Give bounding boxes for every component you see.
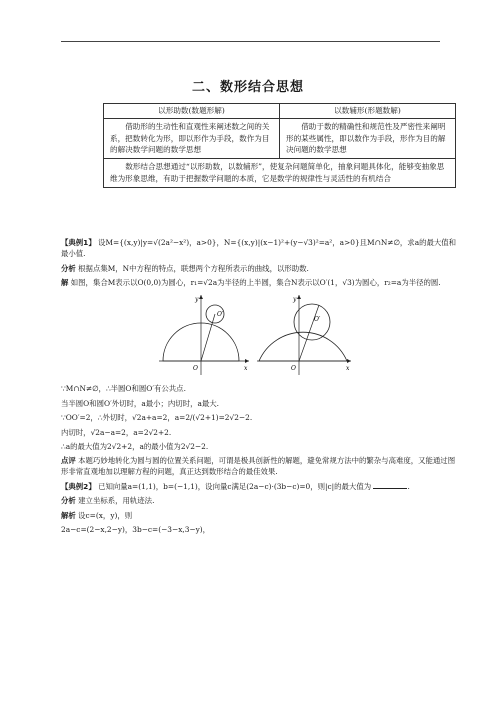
section-title: 二、数形结合思想 <box>191 80 304 95</box>
comparison-table <box>103 103 456 188</box>
example-1-text: 设M={(x,y)|y=√(2a²−x²)，a>0}，N={(x,y)|(x−1)²+(y−√3)²=a²，a>0}且M∩N≠∅，求a的最大值和最小值. <box>61 238 457 259</box>
document-body <box>61 237 457 539</box>
figure-external-tangent <box>157 291 253 377</box>
solution-text: 如图，集合M表示以O(0,0)为圆心，r₁=√2a为半径的上半圆，集合N表示以O′(1，√3)为圆心，r₂=a为半径的圆. <box>70 277 441 287</box>
circle-figures <box>61 291 457 377</box>
answer-blank <box>373 481 407 489</box>
example-2-tag: 【典例2】 <box>61 481 96 491</box>
x-axis-label: x <box>244 365 248 373</box>
solution-label: 解析 <box>61 510 76 520</box>
table-cell-left: 借助形的生动性和直观性来阐述数之间的关系，把数转化为形，即以形作为手段，数作为目的解决数学问题的数学思想 <box>104 118 280 158</box>
table-header-left: 以形助数(数题形解) <box>104 104 280 119</box>
analysis-text: 根据点集M，N中方程的特点，联想两个方程所表示的曲线，以形助数. <box>78 263 309 273</box>
table-summary: 数形结合思想通过“以形助数，以数辅形”，使复杂问题简单化，抽象问题具体化，能够变抽象思维为形象思维，有助于把握数学问题的本质，它是数学的规律性与灵活性的有机结合 <box>104 159 456 188</box>
table-cell-right: 借助于数的精确性和规范性及严密性来阐明形的某些属性，即以数作为手段，形作为目的解决问题的数学思想 <box>280 118 456 158</box>
o-prime-label: O′ <box>217 311 224 319</box>
solution-label: 解 <box>61 277 69 287</box>
x-axis-label: x <box>346 365 350 373</box>
example-1-tag: 【典例1】 <box>61 238 96 247</box>
solution-line-4: 内切时，√2a−a=2，a=2√2+2. <box>61 427 172 437</box>
solution-line-1: ∵M∩N≠∅，∴半圆O和圆O′有公共点. <box>61 384 186 394</box>
example-2-statement: 【典例2】 已知向量a=(1,1)，b=(−1,1)，设向量c满足(2a−c)·(3b−c)=0，则|c|的最大值为 . <box>61 481 410 491</box>
analysis-label: 分析 <box>61 263 76 273</box>
example-2-solution <box>61 510 457 521</box>
table-header-right: 以数辅形(形题数解) <box>280 104 456 119</box>
review-label: 点评 <box>61 456 76 466</box>
example-2-text: 已知向量a=(1,1)，b=(−1,1)，设向量c满足(2a−c)·(3b−c)=0，则|c|的最大值为 <box>98 481 372 491</box>
solution-line-3: ∵OO′=2，∴外切时，√2a+a=2，a=2/(√2+1)=2√2−2. <box>61 413 253 423</box>
example-1-review <box>61 455 457 477</box>
origin-label: O <box>291 365 296 373</box>
header-rule <box>61 41 440 42</box>
example-2-equation: 2a−c=(2−x,2−y)，3b−c=(−3−x,3−y)， <box>61 525 211 535</box>
o-prime-label: O′ <box>314 316 321 324</box>
solution-text: 设c=(x，y)，则 <box>78 510 133 520</box>
figure-internal-tangent <box>257 291 353 377</box>
solution-line-5: ∴a的最大值为2√2+2，a的最小值为2√2−2. <box>61 441 209 451</box>
analysis-text: 建立坐标系，用轨迹法. <box>78 496 155 506</box>
example-1-solution <box>61 277 457 288</box>
example-1-statement <box>61 237 457 259</box>
example-1-analysis <box>61 263 457 274</box>
origin-label: O <box>193 365 198 373</box>
analysis-label: 分析 <box>61 496 76 506</box>
solution-line-2: 当半圆O和圆O′外切时，a最小；内切时，a最大. <box>61 398 219 408</box>
review-text: 本题巧妙地转化为圆与圆的位置关系问题，可谓是极具创新性的解题，避免常规方法中的繁杂与高难度，又能通过图形非常直观地加以理解方程的问题，真正达到数形结合的最佳效果. <box>61 456 456 477</box>
y-axis-label: y <box>195 296 199 304</box>
y-axis-label: y <box>293 296 297 304</box>
example-2-analysis <box>61 495 457 506</box>
